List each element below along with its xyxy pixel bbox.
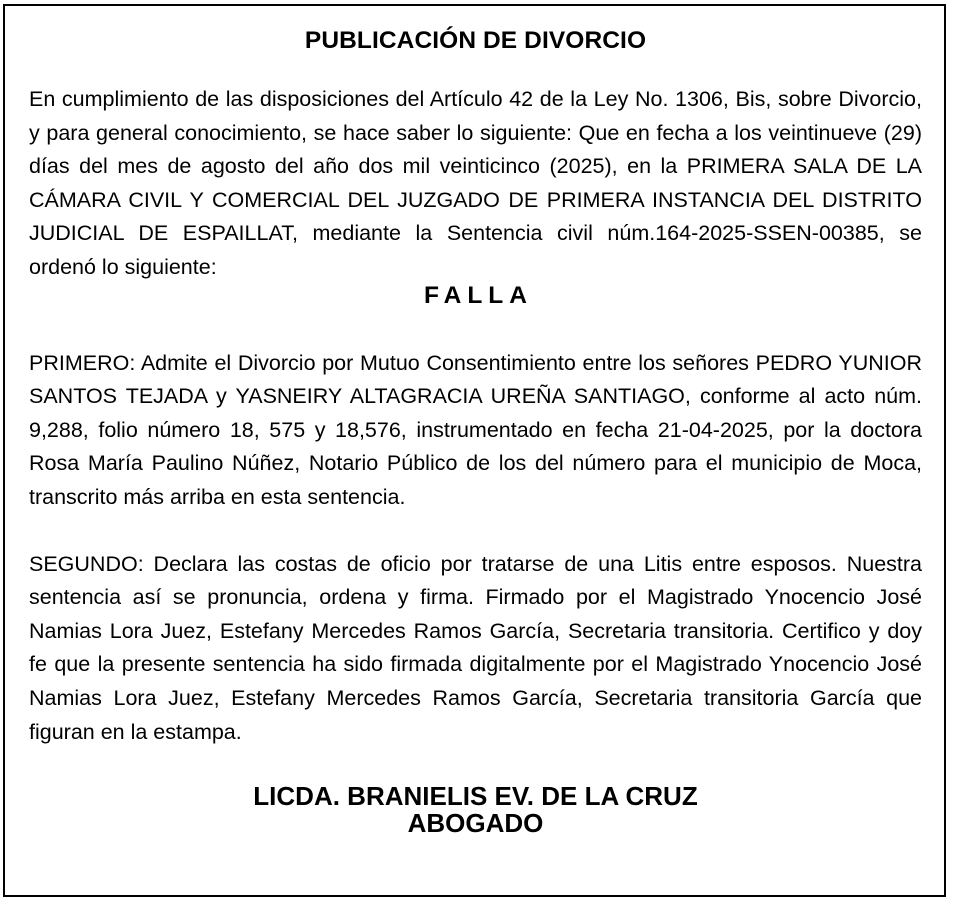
signature-block (29, 783, 922, 837)
segundo-paragraph: SEGUNDO: Declara las costas de oficio por tratarse de una Litis entre esposos. Nuestra sentencia así se pronuncia, ordena y firma. Firmado por el Magistrado Ynocencio José Namias Lora Juez, Estefany Mercedes Ramos García, Secretaria transitoria. Certifico y doy fe que la presente sentencia ha sido firmada digitalmente por el Magistrado Ynocencio José Namias Lora Juez, Estefany Mercedes Ramos García, Secretaria transitoria García que figuran en la estampa. (29, 551, 922, 744)
signatory-role: ABOGADO (407, 808, 544, 839)
primero-paragraph: PRIMERO: Admite el Divorcio por Mutuo Consentimiento entre los señores PEDRO YUNIOR SANTOS TEJADA y YASNEIRY ALTAGRACIA UREÑA SANTIAGO, conforme al acto núm. 9,288, folio número 18, 575 y 18,576, instrumentado en fecha 21-04-2025, por la doctora Rosa María Paulino Núñez, Notario Público de los del número para el municipio de Moca, transcrito más arriba en esta sentencia. (29, 350, 922, 509)
signatory-name: LICDA. BRANIELIS EV. DE LA CRUZ (253, 781, 698, 812)
divorce-notice (3, 4, 946, 897)
falla-heading: FALLA (424, 281, 533, 309)
intro-paragraph: En cumplimiento de las disposiciones del Artículo 42 de la Ley No. 1306, Bis, sobre Divorcio, y para general conocimiento, se hace saber lo siguiente: Que en fecha a los veintinueve (29) días del mes de agosto del año dos mil veinticinco (2025), en la PRIMERA SALA DE LA CÁMARA CIVIL Y COMERCIAL DEL JUZGADO DE PRIMERA INSTANCIA DEL DISTRITO JUDICIAL DE ESPAILLAT, mediante la Sentencia civil núm.164-2025-SSEN-00385, se ordenó lo siguiente: (29, 87, 922, 279)
notice-title: PUBLICACIÓN DE DIVORCIO (304, 27, 647, 54)
